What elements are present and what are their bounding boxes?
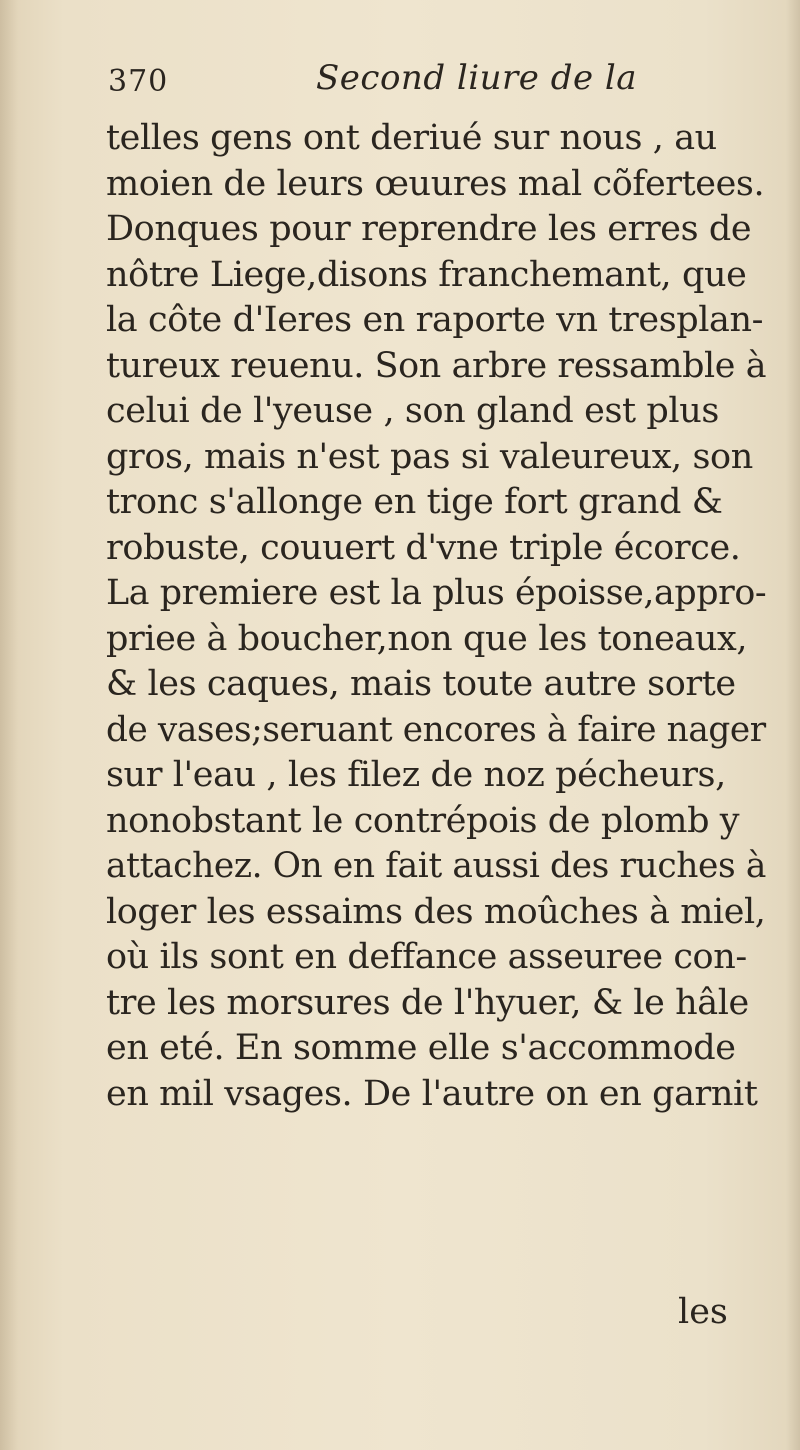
text-line: tureux reuenu. Son arbre ressamble à <box>106 345 767 386</box>
text-line: celui de l'yeuse , son gland est plus <box>106 391 719 431</box>
body-text <box>106 116 766 1117</box>
text-line: nonobstant le contrépois de plomb y <box>106 800 740 841</box>
text-line: sur l'eau , les filez de noz pécheurs, <box>106 755 726 795</box>
text-line: loger les essaims des moûches à miel, <box>106 891 766 932</box>
text-line: moien de leurs œuures mal cõfertees. <box>106 163 765 204</box>
text-line: & les caques, mais toute autre sorte <box>106 664 736 704</box>
gutter-shadow <box>0 0 18 1450</box>
page-edge-shadow <box>786 0 800 1450</box>
text-line: attachez. On en fait aussi des ruches à <box>106 846 766 886</box>
text-line: tre les morsures de l'hyuer, & le hâle <box>106 982 749 1023</box>
text-line: en mil vsages. De l'autre on en garnit <box>106 1073 758 1114</box>
text-line: gros, mais n'est pas si valeureux, son <box>106 436 753 477</box>
text-line: de vases;seruant encores à faire nager <box>106 709 766 750</box>
text-line: la côte d'Ieres en raporte vn tresplan- <box>106 300 764 340</box>
text-line: La premiere est la plus époisse,appro- <box>106 573 767 613</box>
text-line: priee à boucher,non que les toneaux, <box>106 618 748 659</box>
page-number: 370 <box>108 64 169 99</box>
text-line: nôtre Liege,disons franchemant, que <box>106 254 747 295</box>
catchword: les <box>678 1292 728 1332</box>
text-line: robuste, couuert d'vne triple écorce. <box>106 527 741 568</box>
text-line: en eté. En somme elle s'accommode <box>106 1028 736 1068</box>
text-line: Donques pour reprendre les erres de <box>106 209 752 249</box>
running-head: Second liure de la <box>316 58 638 98</box>
text-line: où ils sont en deffance asseuree con- <box>106 937 747 977</box>
text-line: tronc s'allonge en tige fort grand & <box>106 482 723 522</box>
page-header <box>108 58 748 110</box>
text-line: telles gens ont deriué sur nous , au <box>106 118 717 158</box>
